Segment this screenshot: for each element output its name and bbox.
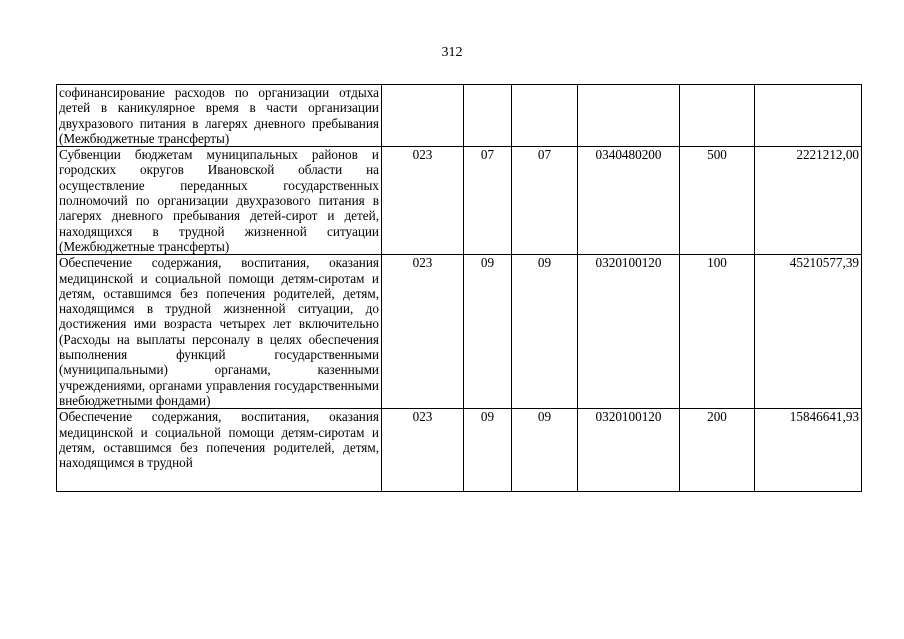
amount [755, 85, 862, 147]
table-row [57, 409, 862, 492]
target-article-code [578, 85, 680, 147]
budget-table [56, 84, 862, 492]
amount: 45210577,39 [755, 255, 862, 409]
ministry-code [382, 85, 464, 147]
subsection-code: 07 [512, 147, 578, 255]
table-row [57, 255, 862, 409]
expense-description: софинансирование расходов по организации отдыха детей в каникулярное время в части организации двухразового питания в лагерях дневного пребывания (Межбюджетные трансферты) [57, 85, 382, 147]
subsection-code [512, 85, 578, 147]
expense-description: Субвенции бюджетам муниципальных районов и городских округов Ивановской области на осуществление переданных государственных полномочий по организации двухразового питания в лагерях дневного пребывания детей-сирот и детей, находящихся в трудной жизненной ситуации (Межбюджетные трансферты) [57, 147, 382, 255]
section-code [464, 85, 512, 147]
expense-type-code [680, 85, 755, 147]
amount: 2221212,00 [755, 147, 862, 255]
expense-type-code: 500 [680, 147, 755, 255]
expense-type-code: 100 [680, 255, 755, 409]
ministry-code: 023 [382, 147, 464, 255]
ministry-code: 023 [382, 409, 464, 492]
section-code: 07 [464, 147, 512, 255]
table-row [57, 85, 862, 147]
target-article-code: 0340480200 [578, 147, 680, 255]
table-row [57, 147, 862, 255]
target-article-code: 0320100120 [578, 409, 680, 492]
ministry-code: 023 [382, 255, 464, 409]
section-code: 09 [464, 255, 512, 409]
page-number: 312 [441, 45, 463, 60]
expense-description: Обеспечение содержания, воспитания, оказания медицинской и социальной помощи детям-сиротам и детям, оставшимся без попечения родителей, детям, находящимся в трудной [59, 409, 379, 471]
target-article-code: 0320100120 [578, 255, 680, 409]
expense-type-code: 200 [680, 409, 755, 492]
amount: 15846641,93 [755, 409, 862, 492]
subsection-code: 09 [512, 409, 578, 492]
expense-description-cell [57, 409, 382, 492]
expense-description: Обеспечение содержания, воспитания, оказания медицинской и социальной помощи детям-сиротам и детям, оставшимся без попечения родителей, детям, находящимся в трудной жизненной ситуации, до достижения ими возраста четырех лет включительно (Расходы на выплаты персоналу в целях обеспечения выполнения функций государственными (муниципальными) органами, казенными учреждениями, органами управления государственными внебюджетными фондами) [57, 255, 382, 409]
section-code: 09 [464, 409, 512, 492]
subsection-code: 09 [512, 255, 578, 409]
